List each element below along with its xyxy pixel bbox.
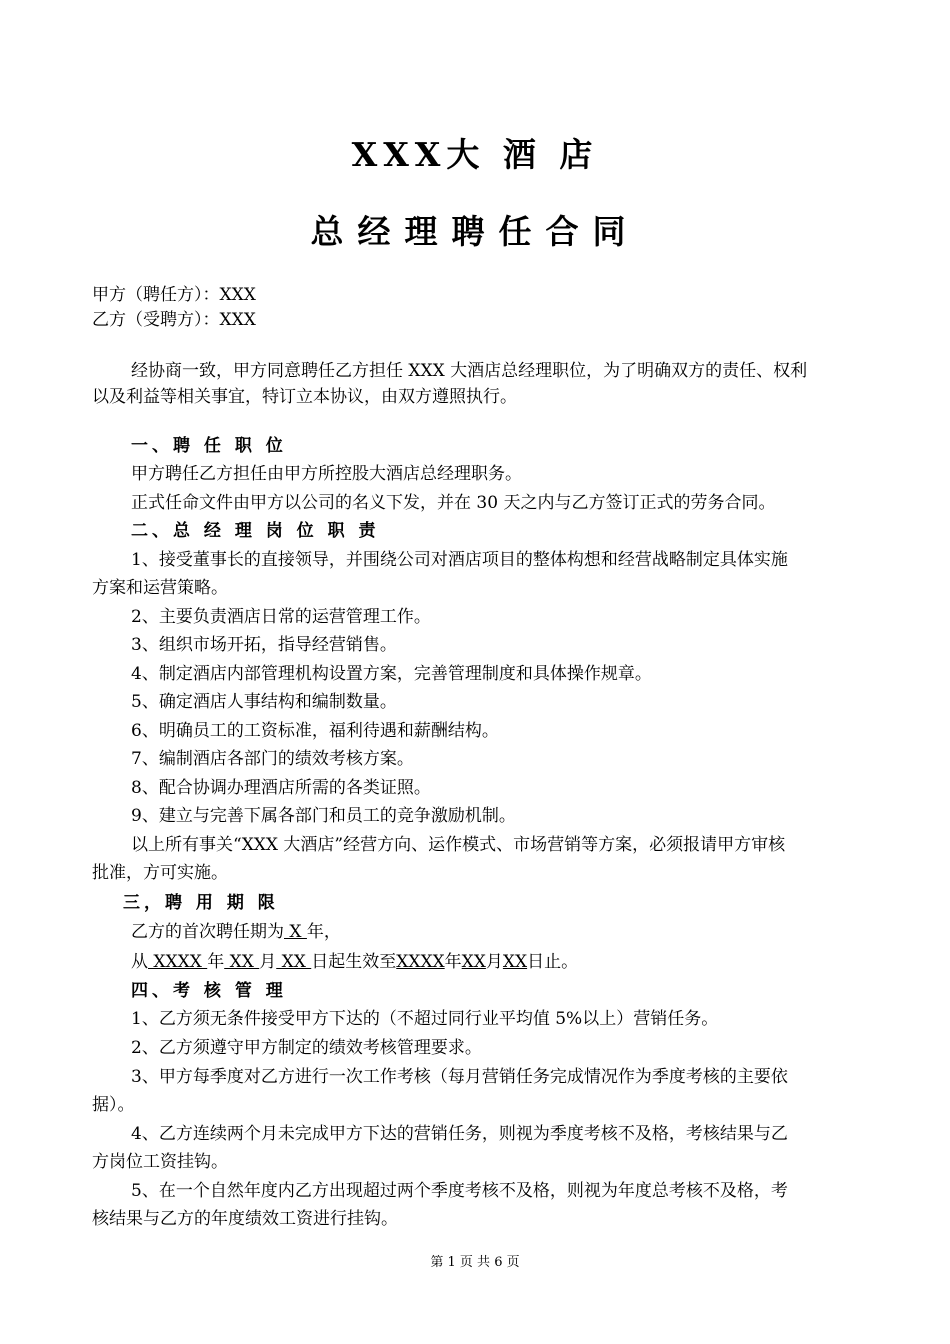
assessment-3-line-2: 据）。	[92, 1095, 135, 1115]
section-4-heading: 四、考 核 管 理	[131, 981, 287, 1001]
duty-3: 3、组织市场开拓，指导经营销售。	[131, 635, 397, 655]
term-period-prefix: 乙方的首次聘任期为	[131, 922, 284, 942]
term-period	[131, 920, 862, 944]
term-text-from: 从	[131, 952, 148, 972]
start-day: XX	[276, 952, 312, 972]
start-year: XXXX	[148, 952, 208, 972]
duty-1-line-2: 方案和运营策略。	[92, 578, 228, 598]
intro-line-2: 以及利益等相关事宜，特订立本协议，由双方遵照执行。	[92, 387, 517, 407]
duty-7: 7、编制酒店各部门的绩效考核方案。	[131, 749, 414, 769]
duty-4: 4、制定酒店内部管理机构设置方案，完善管理制度和具体操作规章。	[131, 664, 652, 684]
assessment-1: 1、乙方须无条件接受甲方下达的（不超过同行业平均值 5%以上）营销任务。	[131, 1009, 719, 1029]
intro-line-1: 经协商一致，甲方同意聘任乙方担任 XXX 大酒店总经理职位，为了明确双方的责任、权利	[131, 361, 808, 381]
end-year: XXXX	[396, 952, 445, 972]
section-1-para-1: 甲方聘任乙方担任由甲方所控股大酒店总经理职务。	[131, 464, 522, 484]
duty-6: 6、明确员工的工资标准，福利待遇和薪酬结构。	[131, 721, 499, 741]
party-a: 甲方（聘任方）：XXX	[92, 285, 256, 305]
term-text-end: 日止。	[527, 952, 579, 972]
term-text-month-2: 月	[485, 952, 503, 972]
assessment-5-line-2: 核结果与乙方的年度绩效工资进行挂钩。	[92, 1209, 398, 1229]
term-text-year: 年	[207, 952, 225, 972]
assessment-4-line-1: 4、乙方连续两个月未完成甲方下达的营销任务，则视为季度考核不及格，考核结果与乙	[131, 1124, 788, 1144]
term-years-value: X	[284, 922, 307, 942]
section-1-heading: 一、聘 任 职 位	[131, 436, 287, 456]
term-text-effective: 日起生效至	[311, 952, 397, 972]
duty-5: 5、确定酒店人事结构和编制数量。	[131, 692, 397, 712]
assessment-3-line-1: 3、甲方每季度对乙方进行一次工作考核（每月营销任务完成情况作为季度考核的主要依	[131, 1067, 788, 1087]
assessment-2: 2、乙方须遵守甲方制定的绩效考核管理要求。	[131, 1038, 482, 1058]
term-text-month: 月	[259, 952, 277, 972]
section-2-heading: 二、总 经 理 岗 位 职 责	[131, 521, 380, 541]
hotel-title: XXX大 酒 店	[351, 135, 599, 174]
contract-title: 总经理聘任合同	[310, 212, 640, 251]
duty-note-line-2: 批准，方可实施。	[92, 863, 228, 883]
duty-9: 9、建立与完善下属各部门和员工的竞争激励机制。	[131, 806, 516, 826]
assessment-5-line-1: 5、在一个自然年度内乙方出现超过两个季度考核不及格，则视为年度总考核不及格，考	[131, 1181, 788, 1201]
assessment-4-line-2: 方岗位工资挂钩。	[92, 1152, 228, 1172]
end-day: XX	[502, 952, 528, 972]
duty-2: 2、主要负责酒店日常的运营管理工作。	[131, 607, 431, 627]
duty-note-line-1: 以上所有事关“XXX 大酒店”经营方向、运作模式、市场营销等方案，必须报请甲方审核	[131, 835, 786, 855]
term-dates	[131, 950, 862, 974]
section-3-heading: 三，聘 用 期 限	[123, 893, 279, 913]
end-month: XX	[461, 952, 486, 972]
duty-8: 8、配合协调办理酒店所需的各类证照。	[131, 778, 431, 798]
page-footer: 第 1 页 共 6 页	[430, 1255, 520, 1270]
party-b: 乙方（受聘方）：XXX	[92, 310, 256, 330]
term-text-year-2: 年	[444, 952, 462, 972]
start-month: XX	[224, 952, 260, 972]
section-1-para-2: 正式任命文件由甲方以公司的名义下发，并在 30 天之内与乙方签订正式的劳务合同。	[131, 493, 776, 513]
duty-1-line-1: 1、接受董事长的直接领导，并围绕公司对酒店项目的整体构想和经营战略制定具体实施	[131, 550, 788, 570]
term-period-suffix: 年，	[306, 922, 341, 942]
